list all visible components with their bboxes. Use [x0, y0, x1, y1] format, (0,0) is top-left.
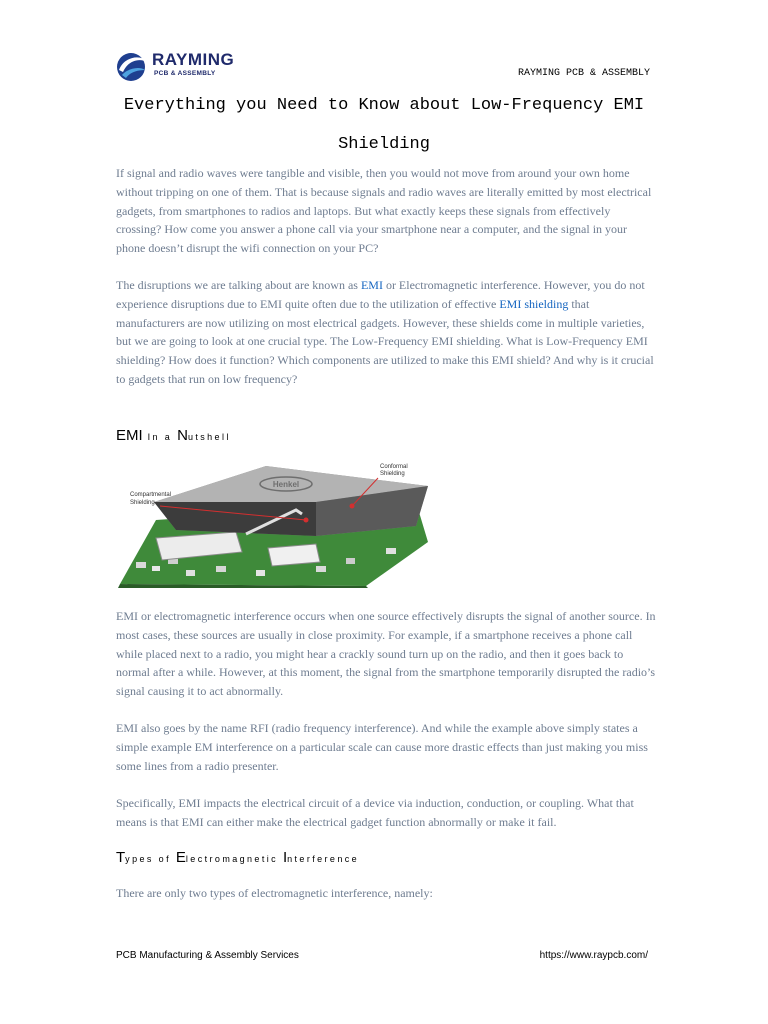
footer-website-link[interactable]: https://www.raypcb.com/ — [539, 950, 648, 961]
company-logo — [114, 48, 254, 84]
component — [186, 570, 195, 576]
logo-name: RAYMING — [152, 50, 235, 69]
footer-services: PCB Manufacturing & Assembly Services — [116, 950, 299, 961]
logo-globe-icon — [114, 48, 150, 84]
text-segment: The disruptions we are talking about are known as — [116, 278, 361, 292]
logo-subtitle: PCB & ASSEMBLY — [154, 70, 216, 77]
emi-shielding-link[interactable]: EMI shielding — [499, 296, 569, 311]
heading-part: I — [282, 849, 288, 866]
header-company-name: RAYMING PCB & ASSEMBLY — [517, 68, 650, 79]
section-heading-emi-nutshell — [116, 427, 231, 445]
callout-dot — [304, 518, 309, 523]
component — [316, 566, 326, 572]
component — [346, 558, 355, 564]
compartmental-label-1: Compartmental — [130, 492, 172, 498]
component — [386, 548, 396, 554]
intro-paragraph: If signal and radio waves were tangible and visible, then you would not move from around your own home without tripping on one of them. That is because signals and radio waves are literally emitted by most electrical gadgets, from smartphones to radios and laptops. But what exactly keeps these signals from effectively crossing? How come you answer a phone call via your smartphone near a computer, and the signal in your phone doesn’t disrupt the wifi connection on your PC? — [116, 166, 652, 256]
heading-part: ypes of — [125, 854, 176, 864]
component — [216, 566, 226, 572]
page-title-line-1: Everything you Need to Know about Low-Frequency EMI — [123, 96, 645, 115]
heading-part: E — [175, 849, 186, 866]
heading-part: In a — [142, 432, 178, 442]
text-segment: or Electromagnetic interference. However, you do not experience disruptions due to EMI quite often due to the utilization of effective — [116, 278, 645, 311]
types-intro-paragraph: There are only two types of electromagnetic interference, namely: — [116, 886, 433, 900]
heading-part: T — [116, 849, 126, 866]
callout-dot — [350, 504, 355, 509]
component — [136, 562, 146, 568]
chip-brand-text: Henkel — [272, 480, 300, 489]
component — [152, 566, 160, 571]
heading-part: lectromagnetic — [185, 854, 283, 864]
text-segment: that manufacturers are now utilizing on most electrical gadgets. However, these shields come in multiple varieties, but we are going to look at one crucial type. The Low-Frequency EMI shielding. What is Low-Frequency EMI shielding? How does it function? Which components are utilized to make this EMI shield? And why is it crucial to gadgets that run on low frequency? — [116, 296, 654, 386]
rfi-paragraph: EMI also goes by the name RFI (radio frequency interference). And while the example above simply states a simple example EM interference on a particular scale can cause more drastic effects than just making you miss some lines from a radio presenter. — [116, 721, 648, 773]
conformal-label-2: Shielding — [380, 471, 405, 477]
page-title-line-2: Shielding — [338, 135, 430, 154]
emi-impact-paragraph: Specifically, EMI impacts the electrical circuit of a device via induction, conduction, or coupling. What that means is that EMI can either make the electrical gadget function abnormally or make it fail. — [116, 796, 634, 829]
emi-link[interactable]: EMI — [360, 278, 383, 292]
heading-part: N — [177, 427, 188, 444]
emi-shielding-figure — [116, 462, 429, 588]
section-heading-types — [116, 849, 359, 867]
compartmental-label-2: Shielding — [130, 500, 155, 506]
emi-definition-paragraph: EMI or electromagnetic interference occurs when one source effectively disrupts the signal of another source. In most cases, these sources are usually in close proximity. For example, if a smartphone receives a phone call while placed next to a radio, you might hear a crackly sound turn up on the radio, and then it goes back to normal after a while. However, at this moment, the signal from the smartphone temporarily disrupted the radio’s signal causing it to act abnormally. — [116, 609, 656, 699]
heading-part: nterference — [287, 854, 360, 864]
component — [256, 570, 265, 576]
disruptions-paragraph — [116, 276, 656, 389]
conformal-label-1: Conformal — [380, 464, 408, 470]
heading-part: EMI — [116, 427, 143, 444]
heading-part: utshell — [187, 432, 231, 442]
chip — [268, 544, 320, 566]
